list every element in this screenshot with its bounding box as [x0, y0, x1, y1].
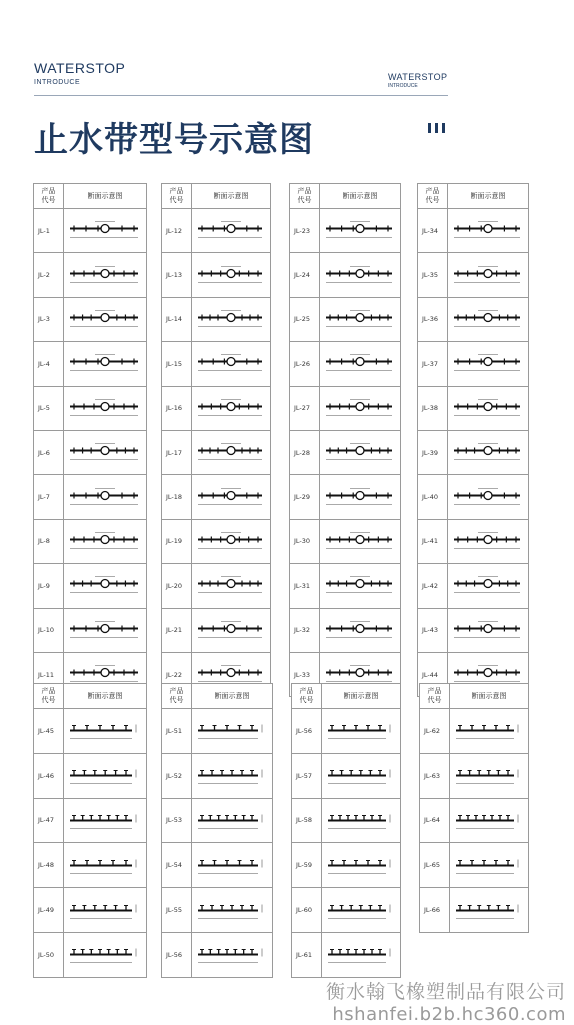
model-code: JL-46: [34, 753, 64, 798]
section-diagram: [192, 297, 271, 341]
section-diagram: [450, 753, 529, 798]
model-code: JL-23: [290, 209, 320, 253]
section-diagram: [322, 798, 401, 843]
section-diagram: [64, 209, 147, 253]
model-code: JL-25: [290, 297, 320, 341]
section-drawing: [64, 388, 146, 429]
table-row: [418, 564, 529, 608]
model-table: [289, 183, 401, 697]
table-row: [34, 253, 147, 297]
footer-watermark: [326, 977, 566, 1025]
section-diagram: [192, 564, 271, 608]
section-drawing: [320, 299, 400, 340]
model-code: JL-32: [290, 608, 320, 652]
code-header: 产品 代号: [290, 184, 320, 209]
model-code: JL-56: [162, 932, 192, 977]
table-row: [292, 932, 401, 977]
model-code: JL-35: [418, 253, 448, 297]
model-code: JL-55: [162, 888, 192, 933]
table-row: [292, 843, 401, 888]
section-drawing: [64, 755, 146, 796]
section-diagram: [192, 709, 273, 754]
model-code: JL-43: [418, 608, 448, 652]
model-code: JL-18: [162, 475, 192, 519]
model-code: JL-11: [34, 652, 64, 696]
model-code: JL-4: [34, 342, 64, 386]
model-code: JL-1: [34, 209, 64, 253]
section-drawing: [450, 890, 528, 931]
model-code: JL-2: [34, 253, 64, 297]
model-code: JL-40: [418, 475, 448, 519]
diagram-header: 断面示意图: [64, 184, 147, 209]
table-row: [162, 843, 273, 888]
section-drawing: [192, 477, 270, 518]
model-code: JL-33: [290, 652, 320, 696]
model-code: JL-54: [162, 843, 192, 888]
table-row: [292, 709, 401, 754]
model-code: JL-38: [418, 386, 448, 430]
section-diagram: [322, 843, 401, 888]
section-diagram: [64, 798, 147, 843]
table-row: [418, 386, 529, 430]
section-diagram: [448, 608, 529, 652]
section-drawing: [64, 934, 146, 975]
table-row: [290, 430, 401, 474]
section-drawing: [192, 565, 270, 606]
model-code: JL-53: [162, 798, 192, 843]
model-table: [417, 183, 529, 697]
section-drawing: [192, 255, 270, 296]
model-code: JL-15: [162, 342, 192, 386]
section-diagram: [448, 253, 529, 297]
section-drawing: [448, 343, 528, 384]
section-drawing: [448, 477, 528, 518]
model-code: JL-34: [418, 209, 448, 253]
model-code: JL-51: [162, 709, 192, 754]
table-row: [290, 342, 401, 386]
section-diagram: [448, 475, 529, 519]
section-drawing: [192, 610, 270, 651]
section-diagram: [320, 209, 401, 253]
section-diagram: [450, 843, 529, 888]
diagram-header: 断面示意图: [192, 684, 273, 709]
model-code: JL-41: [418, 519, 448, 563]
model-code: JL-31: [290, 564, 320, 608]
table-row: [34, 888, 147, 933]
brand-subtitle-right: INTRODUCE: [388, 83, 418, 89]
table-row: [34, 475, 147, 519]
section-drawing: [448, 432, 528, 473]
section-diagram: [64, 608, 147, 652]
website: hshanfei.b2b.hc360.com: [332, 1004, 566, 1025]
table-row: [34, 798, 147, 843]
section-diagram: [320, 430, 401, 474]
section-diagram: [320, 475, 401, 519]
page-title: 止水带型号示意图: [34, 120, 314, 160]
section-diagram: [64, 297, 147, 341]
section-drawing: [64, 800, 146, 841]
table-row: [290, 564, 401, 608]
section-diagram: [64, 386, 147, 430]
table-row: [290, 519, 401, 563]
code-header: 产品 代号: [34, 684, 64, 709]
section-drawing: [320, 521, 400, 562]
section-diagram: [192, 798, 273, 843]
section-drawing: [192, 934, 272, 975]
section-drawing: [192, 845, 272, 886]
section-diagram: [192, 386, 271, 430]
section-diagram: [192, 608, 271, 652]
section-drawing: [64, 299, 146, 340]
section-drawing: [450, 710, 528, 751]
table-row: [420, 753, 529, 798]
model-code: JL-62: [420, 709, 450, 754]
code-header: 产品 代号: [162, 184, 192, 209]
code-header: 产品 代号: [420, 684, 450, 709]
model-code: JL-8: [34, 519, 64, 563]
section-drawing: [320, 343, 400, 384]
section-drawing: [192, 521, 270, 562]
brand-block: [34, 60, 125, 86]
section-diagram: [64, 430, 147, 474]
section-drawing: [320, 565, 400, 606]
model-code: JL-9: [34, 564, 64, 608]
section-diagram: [450, 709, 529, 754]
model-code: JL-13: [162, 253, 192, 297]
model-code: JL-65: [420, 843, 450, 888]
table-row: [418, 430, 529, 474]
model-code: JL-59: [292, 843, 322, 888]
model-code: JL-5: [34, 386, 64, 430]
section-diagram: [64, 475, 147, 519]
section-diagram: [322, 753, 401, 798]
table-row: [162, 608, 271, 652]
diagram-header: 断面示意图: [192, 184, 271, 209]
table-row: [162, 564, 271, 608]
section-drawing: [320, 610, 400, 651]
section-diagram: [64, 932, 147, 977]
table-row: [420, 843, 529, 888]
section-diagram: [192, 430, 271, 474]
section-diagram: [320, 386, 401, 430]
company-name: 衡水翰飞橡塑制品有限公司: [325, 981, 566, 1003]
section-diagram: [322, 709, 401, 754]
section-diagram: [448, 297, 529, 341]
section-diagram: [64, 519, 147, 563]
section-diagram: [192, 753, 273, 798]
table-row: [418, 297, 529, 341]
table-row: [162, 297, 271, 341]
table-row: [34, 753, 147, 798]
table-row: [290, 386, 401, 430]
section-drawing: [192, 890, 272, 931]
section-drawing: [192, 210, 270, 251]
table-row: [34, 209, 147, 253]
section-diagram: [64, 709, 147, 754]
section-drawing: [64, 343, 146, 384]
model-code: JL-50: [34, 932, 64, 977]
table-row: [290, 209, 401, 253]
diagram-header: 断面示意图: [450, 684, 529, 709]
section-drawing: [320, 388, 400, 429]
model-code: JL-60: [292, 888, 322, 933]
section-drawing: [450, 755, 528, 796]
model-code: JL-24: [290, 253, 320, 297]
section-diagram: [448, 386, 529, 430]
section-diagram: [320, 564, 401, 608]
brand-subtitle: INTRODUCE: [34, 79, 81, 86]
table-row: [34, 297, 147, 341]
table-row: [34, 386, 147, 430]
section-diagram: [320, 608, 401, 652]
table-row: [34, 608, 147, 652]
section-diagram: [320, 297, 401, 341]
diagram-header: 断面示意图: [448, 184, 529, 209]
table-row: [418, 475, 529, 519]
section-drawing: [64, 845, 146, 886]
section-diagram: [192, 519, 271, 563]
section-drawing: [64, 255, 146, 296]
model-code: JL-66: [420, 888, 450, 933]
table-row: [162, 342, 271, 386]
model-code: JL-64: [420, 798, 450, 843]
section-diagram: [64, 253, 147, 297]
section-drawing: [64, 210, 146, 251]
model-table: [161, 183, 271, 697]
section-drawing: [448, 255, 528, 296]
model-code: JL-27: [290, 386, 320, 430]
section-drawing: [320, 210, 400, 251]
code-header: 产品 代号: [292, 684, 322, 709]
table-row: [420, 798, 529, 843]
brand-title-right: WATERSTOP: [388, 72, 448, 82]
section-drawing: [192, 343, 270, 384]
model-code: JL-44: [418, 652, 448, 696]
section-drawing: [322, 710, 400, 751]
brand-title: WATERSTOP: [34, 60, 126, 76]
table-row: [418, 519, 529, 563]
section-diagram: [64, 888, 147, 933]
model-code: JL-17: [162, 430, 192, 474]
model-code: JL-12: [162, 209, 192, 253]
model-code: JL-30: [290, 519, 320, 563]
brand-block-right: [388, 72, 447, 89]
model-code: JL-7: [34, 475, 64, 519]
section-drawing: [192, 388, 270, 429]
section-drawing: [322, 800, 400, 841]
code-header: 产品 代号: [162, 684, 192, 709]
section-drawing: [64, 521, 146, 562]
section-drawing: [64, 432, 146, 473]
table-row: [162, 475, 271, 519]
header-divider: [34, 95, 448, 96]
section-drawing: [64, 890, 146, 931]
model-code: JL-37: [418, 342, 448, 386]
model-table: [33, 183, 147, 697]
model-code: JL-56: [292, 709, 322, 754]
table-row: [34, 519, 147, 563]
section-drawing: [448, 521, 528, 562]
table-row: [418, 209, 529, 253]
code-header: 产品 代号: [418, 184, 448, 209]
table-row: [162, 798, 273, 843]
table-row: [162, 519, 271, 563]
section-drawing: [448, 610, 528, 651]
table-row: [290, 608, 401, 652]
section-diagram: [64, 843, 147, 888]
model-code: JL-36: [418, 297, 448, 341]
model-table: [161, 683, 273, 978]
section-drawing: [322, 755, 400, 796]
model-table: [33, 683, 147, 978]
section-diagram: [450, 798, 529, 843]
section-diagram: [320, 519, 401, 563]
section-drawing: [322, 890, 400, 931]
section-drawing: [192, 299, 270, 340]
model-code: JL-45: [34, 709, 64, 754]
section-drawing: [64, 565, 146, 606]
section-diagram: [448, 209, 529, 253]
model-code: JL-28: [290, 430, 320, 474]
section-diagram: [192, 209, 271, 253]
model-table: [291, 683, 401, 978]
section-drawing: [448, 565, 528, 606]
model-code: JL-6: [34, 430, 64, 474]
table-row: [162, 932, 273, 977]
section-diagram: [322, 888, 401, 933]
section-drawing: [320, 432, 400, 473]
table-row: [292, 798, 401, 843]
table-row: [162, 253, 271, 297]
section-drawing: [450, 800, 528, 841]
section-diagram: [192, 843, 273, 888]
model-code: JL-21: [162, 608, 192, 652]
section-drawing: [64, 610, 146, 651]
section-drawing: [192, 710, 272, 751]
section-drawing: [322, 845, 400, 886]
table-row: [162, 753, 273, 798]
section-diagram: [192, 253, 271, 297]
model-code: JL-58: [292, 798, 322, 843]
section-drawing: [448, 210, 528, 251]
table-row: [292, 753, 401, 798]
table-row: [162, 386, 271, 430]
code-header: 产品 代号: [34, 184, 64, 209]
model-code: JL-20: [162, 564, 192, 608]
section-drawing: [320, 477, 400, 518]
section-drawing: [320, 255, 400, 296]
section-diagram: [448, 342, 529, 386]
table-row: [34, 564, 147, 608]
model-code: JL-63: [420, 753, 450, 798]
section-diagram: [320, 253, 401, 297]
decorative-bars: [428, 118, 449, 137]
table-row: [420, 709, 529, 754]
diagram-header: 断面示意图: [64, 684, 147, 709]
table-row: [162, 430, 271, 474]
table-row: [418, 608, 529, 652]
section-diagram: [192, 932, 273, 977]
table-row: [418, 253, 529, 297]
section-diagram: [64, 342, 147, 386]
section-drawing: [448, 388, 528, 429]
section-diagram: [448, 519, 529, 563]
table-row: [162, 888, 273, 933]
section-drawing: [192, 432, 270, 473]
section-diagram: [448, 564, 529, 608]
table-row: [420, 888, 529, 933]
section-drawing: [64, 477, 146, 518]
table-row: [418, 342, 529, 386]
diagram-header: 断面示意图: [322, 684, 401, 709]
model-table: [419, 683, 529, 933]
model-code: JL-19: [162, 519, 192, 563]
model-code: JL-39: [418, 430, 448, 474]
table-row: [34, 430, 147, 474]
table-row: [34, 932, 147, 977]
section-diagram: [320, 342, 401, 386]
table-row: [34, 709, 147, 754]
section-diagram: [64, 753, 147, 798]
model-code: JL-57: [292, 753, 322, 798]
model-code: JL-3: [34, 297, 64, 341]
section-drawing: [450, 845, 528, 886]
section-diagram: [322, 932, 401, 977]
section-drawing: [448, 299, 528, 340]
section-drawing: [192, 800, 272, 841]
model-code: JL-22: [162, 652, 192, 696]
model-code: JL-29: [290, 475, 320, 519]
model-code: JL-42: [418, 564, 448, 608]
table-row: [290, 297, 401, 341]
model-code: JL-49: [34, 888, 64, 933]
model-code: JL-61: [292, 932, 322, 977]
table-row: [162, 209, 271, 253]
model-code: JL-26: [290, 342, 320, 386]
section-drawing: [322, 934, 400, 975]
model-code: JL-10: [34, 608, 64, 652]
section-diagram: [192, 888, 273, 933]
model-code: JL-52: [162, 753, 192, 798]
model-code: JL-14: [162, 297, 192, 341]
table-row: [292, 888, 401, 933]
model-code: JL-47: [34, 798, 64, 843]
table-row: [290, 475, 401, 519]
section-diagram: [450, 888, 529, 933]
model-code: JL-16: [162, 386, 192, 430]
section-diagram: [448, 430, 529, 474]
section-diagram: [192, 475, 271, 519]
section-diagram: [192, 342, 271, 386]
table-row: [34, 843, 147, 888]
section-drawing: [192, 755, 272, 796]
section-diagram: [64, 564, 147, 608]
table-row: [34, 342, 147, 386]
section-drawing: [64, 710, 146, 751]
table-row: [290, 253, 401, 297]
table-row: [162, 709, 273, 754]
model-code: JL-48: [34, 843, 64, 888]
diagram-header: 断面示意图: [320, 184, 401, 209]
